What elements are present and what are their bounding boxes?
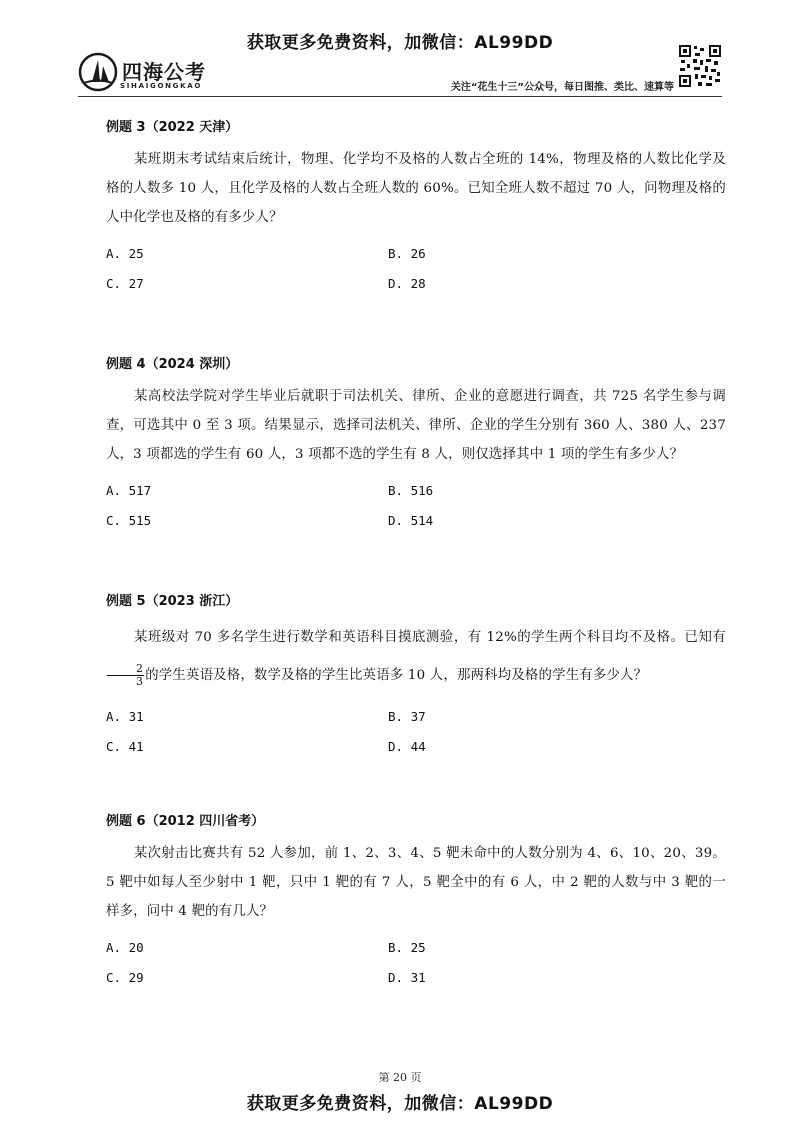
option-d: D. 28	[388, 275, 426, 291]
question-text-after: 的学生英语及格，数学及格的学生比英语多 10 人，那两科均及格的学生有多少人？	[145, 668, 648, 683]
question-text-before: 某班级对 70 多名学生进行数学和英语科目摸底测验，有 12%的学生两个科目均不及格。已知有	[134, 630, 726, 645]
option-c: C. 27	[106, 275, 144, 291]
question-4	[106, 353, 726, 535]
logo-text: 四海公考	[122, 60, 206, 84]
question-3	[106, 116, 726, 298]
question-body	[106, 619, 726, 695]
option-a: A. 25	[106, 245, 144, 261]
question-5	[106, 590, 726, 761]
question-title: 例题 6（2012 四川省考）	[106, 814, 265, 829]
option-b: B. 25	[388, 939, 426, 955]
option-a: A. 20	[106, 939, 144, 955]
option-d: D. 31	[388, 969, 426, 985]
option-b: B. 37	[388, 708, 426, 724]
fraction	[107, 663, 144, 688]
header-note: 关注“花生十三”公众号，每日图推、类比、速算等	[450, 82, 674, 93]
options	[106, 475, 726, 535]
options	[106, 701, 726, 761]
question-6	[106, 810, 726, 992]
option-a: A. 31	[106, 708, 144, 724]
options	[106, 932, 726, 992]
option-a: A. 517	[106, 482, 152, 498]
option-d: D. 514	[388, 512, 434, 528]
fraction-denominator: 3	[136, 675, 144, 688]
brand-logo	[78, 52, 238, 96]
header-divider	[78, 96, 722, 97]
question-body: 某高校法学院对学生毕业后就职于司法机关、律所、企业的意愿进行调查，共 725 名学生参与调查，可选其中 0 至 3 项。结果显示，选择司法机关、律所、企业的学生分别有 360 人、380 人、237 人，3 项都选的学生有 60 人，3 项都不选的学生有 8 人，则仅选择其中 1 项的学生有多少人？	[106, 389, 726, 462]
question-title: 例题 3（2022 天津）	[106, 120, 239, 135]
option-c: C. 29	[106, 969, 144, 985]
question-title: 例题 5（2023 浙江）	[106, 594, 239, 609]
question-body: 某次射击比赛共有 52 人参加，前 1、2、3、4、5 靶未命中的人数分别为 4、6、10、20、39。5 靶中如每人至少射中 1 靶，只中 1 靶的有 7 人，5 靶全中的有 6 人，中 2 靶的人数与中 3 靶的一样多，问中 4 靶的有几人？	[106, 846, 726, 919]
option-b: B. 26	[388, 245, 426, 261]
option-b: B. 516	[388, 482, 434, 498]
option-c: C. 41	[106, 738, 144, 754]
option-c: C. 515	[106, 512, 152, 528]
sail-logo-icon	[78, 52, 118, 92]
qr-code-icon	[678, 44, 722, 88]
fraction-numerator: 2	[107, 663, 144, 676]
question-body: 某班期末考试结束后统计，物理、化学均不及格的人数占全班的 14%，物理及格的人数比化学及格的人数多 10 人，且化学及格的人数占全班人数的 60%。已知全班人数不超过 70 人，问物理及格的人中化学也及格的有多少人？	[106, 152, 726, 225]
options	[106, 238, 726, 298]
page-number: 第 20 页	[378, 1071, 422, 1084]
promo-banner-top: 获取更多免费资料，加微信：AL99DD	[246, 33, 554, 53]
logo-subtitle: SIHAIGONGKAO	[120, 82, 203, 90]
promo-banner-bottom: 获取更多免费资料，加微信：AL99DD	[246, 1094, 554, 1114]
question-title: 例题 4（2024 深圳）	[106, 357, 239, 372]
option-d: D. 44	[388, 738, 426, 754]
